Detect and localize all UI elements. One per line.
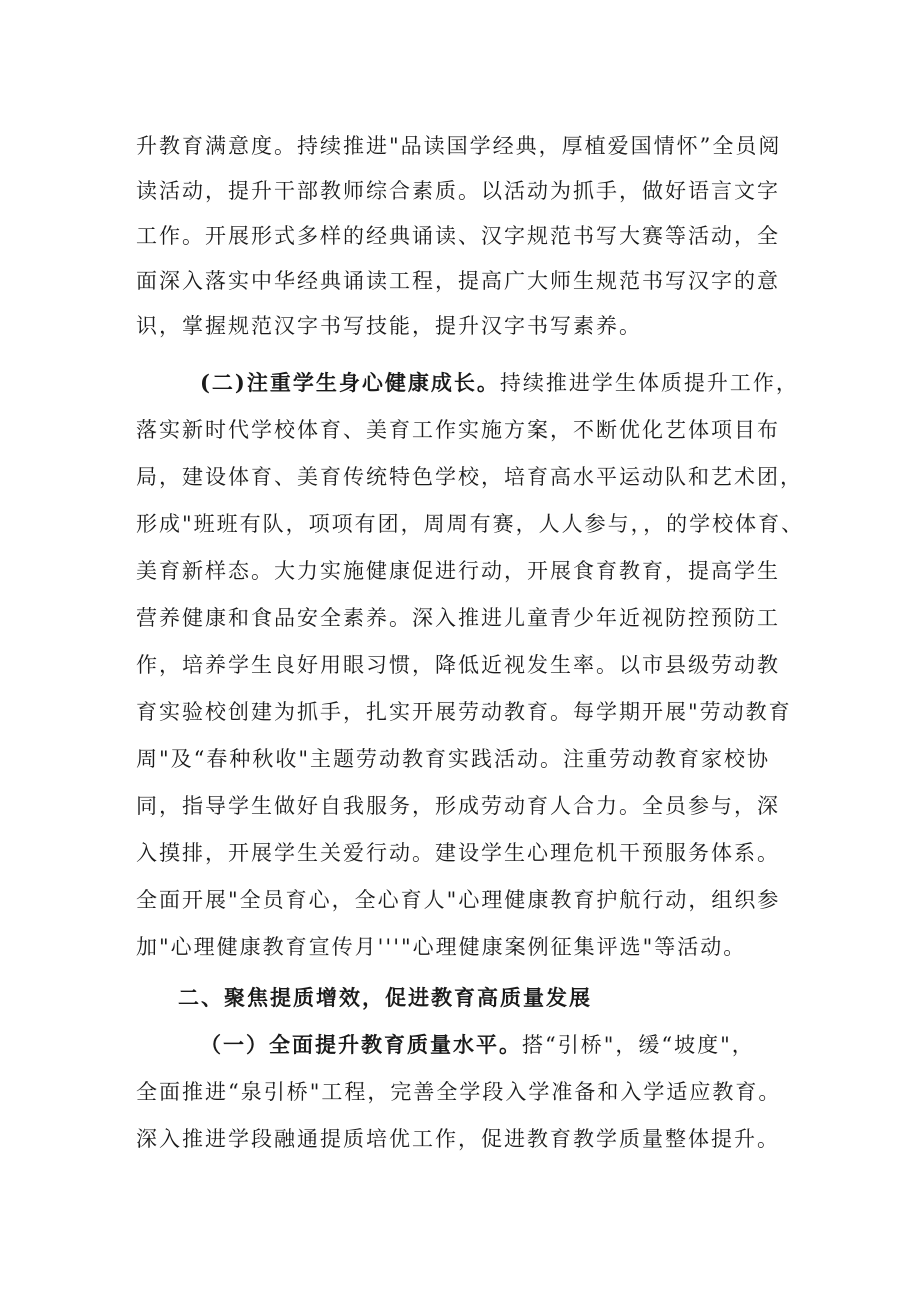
- paragraph-line: 入摸排，开展学生关爱行动。建设学生心理危机干预服务体系。: [136, 841, 780, 865]
- subsection-heading: （一）全面提升教育质量水平。: [200, 1032, 522, 1057]
- paragraph-line: 升教育满意度。持续推进"品读国学经典，厚植爱国情怀”全员阅: [136, 134, 782, 158]
- paragraph-line: 识，掌握规范汉字书写技能，提升汉字书写素养。: [136, 314, 642, 338]
- paragraph-line: 同，指导学生做好自我服务，形成劳动育人合力。全员参与，深: [136, 794, 780, 818]
- paragraph-line: 全面开展"全员育心，全心育人"心理健康教育护航行动，组织参: [136, 888, 781, 912]
- paragraph-line: 局，建设体育、美育传统特色学校，培育高水平运动队和艺术团，: [136, 465, 803, 489]
- paragraph-line: 美育新样态。大力实施健康促进行动，开展食育教育，提高学生: [136, 559, 780, 583]
- paragraph-line: 作，培养学生良好用眼习惯，降低近视发生率。以市县级劳动教: [136, 653, 780, 677]
- paragraph-first-line: [200, 1029, 800, 1061]
- paragraph-line: 加"心理健康教育宣传月'''"心理健康案例征集评选"等活动。: [136, 935, 747, 959]
- paragraph-line: 落实新时代学校体育、美育工作实施方案，不断优化艺体项目布: [136, 418, 780, 442]
- paragraph-text: 持续推进学生体质提升工作，: [499, 371, 799, 395]
- paragraph-first-line: [200, 367, 800, 399]
- paragraph-line: 面深入落实中华经典诵读工程，提高广大师生规范书写汉字的意: [136, 269, 780, 293]
- paragraph-line: 育实验校创建为抓手，扎实开展劳动教育。每学期开展"劳动教育: [136, 700, 792, 724]
- paragraph-line: 全面推进“泉引桥"工程，完善全学段入学准备和入学适应教育。: [136, 1080, 782, 1104]
- section-heading: 二、聚焦提质增效，促进教育高质量发展: [178, 985, 592, 1010]
- paragraph-line: 形成"班班有队，项项有团，周周有赛，人人参与，，的学校体育、: [136, 512, 805, 536]
- paragraph-line: 深入推进学段融通提质培优工作，促进教育教学质量整体提升。: [136, 1127, 780, 1151]
- paragraph-line: 营养健康和食品安全素养。深入推进儿童青少年近视防控预防工: [136, 606, 780, 630]
- paragraph-line: 周"及“春种秋收"主题劳动教育实践活动。注重劳动教育家校协: [136, 747, 771, 771]
- paragraph-line: 读活动，提升干部教师综合素质。以活动为抓手，做好语言文字: [136, 179, 780, 203]
- paragraph-text: 搭“引桥"，缓“坡度"，: [522, 1033, 755, 1057]
- subsection-heading: (二)注重学生身心健康成长。: [200, 370, 500, 395]
- paragraph-line: 工作。开展形式多样的经典诵读、汉字规范书写大赛等活动，全: [136, 224, 780, 248]
